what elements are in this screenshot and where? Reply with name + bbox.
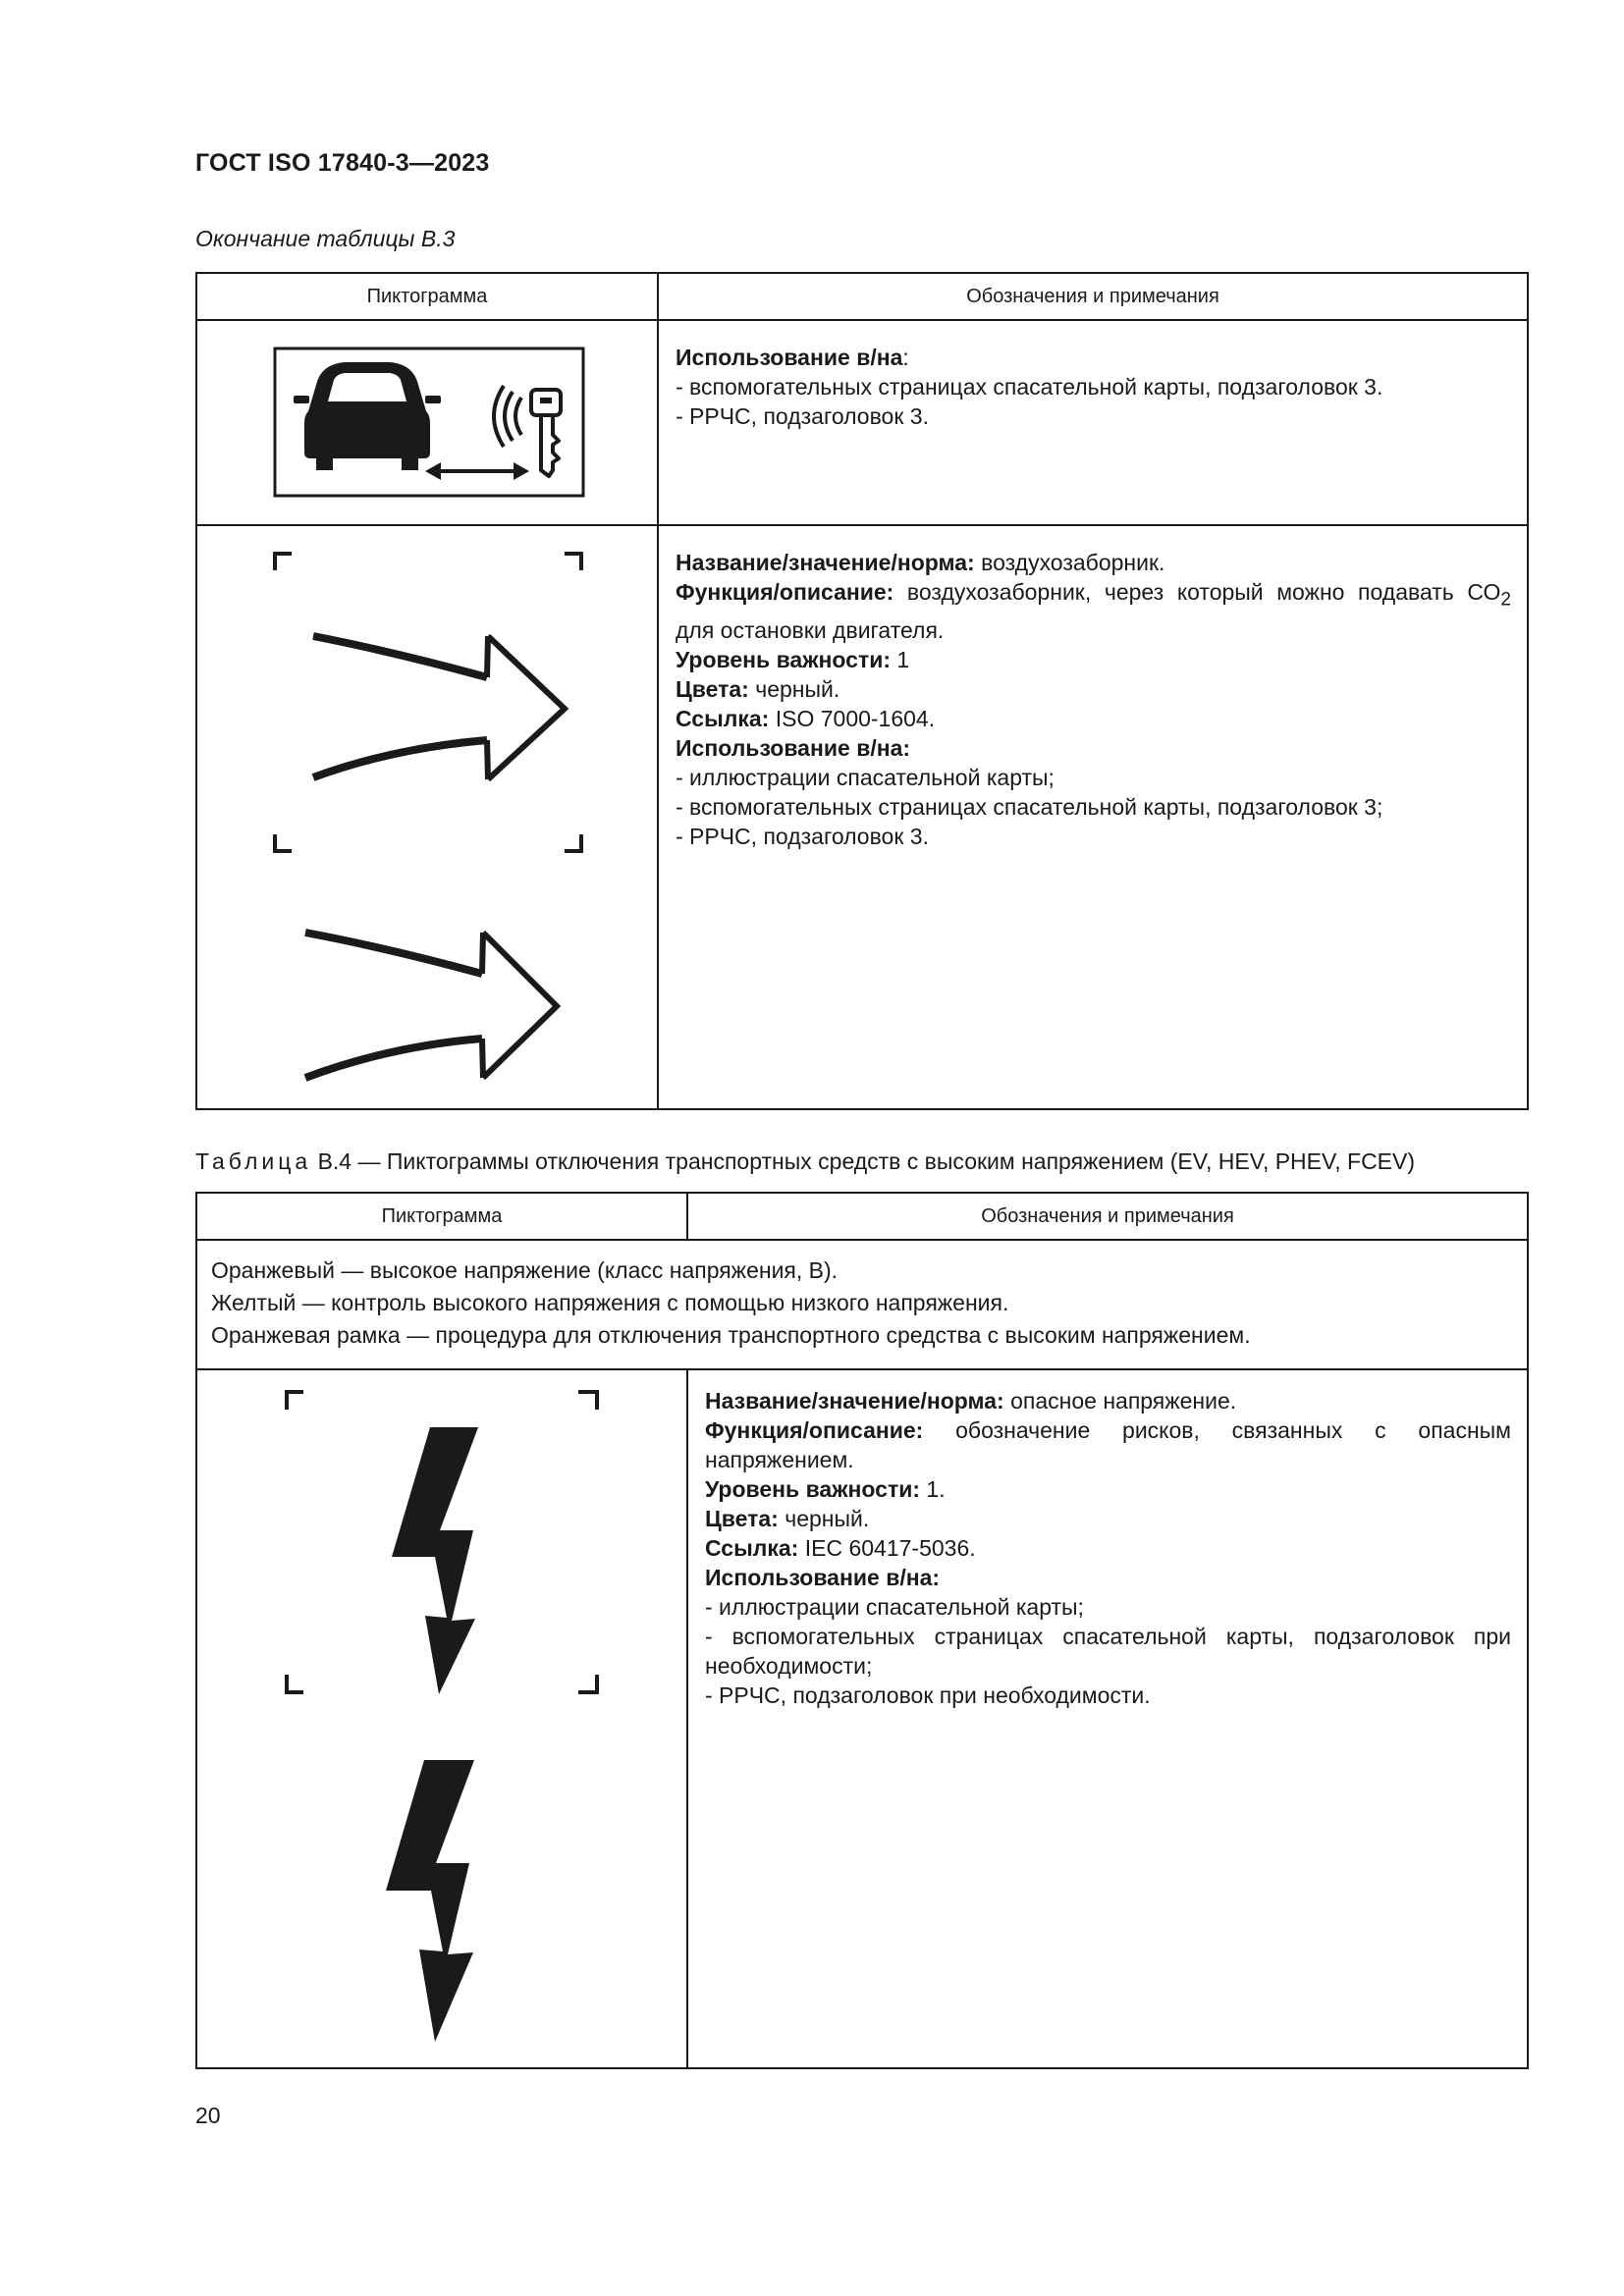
- list-item: - вспомогательных страницах спасательной карты, подзаголовок 3.: [676, 374, 1383, 400]
- pictogram-cell: [196, 320, 658, 525]
- function-value-part1: воздухозаборник, через который можно подавать СО: [893, 579, 1501, 605]
- name-label: Название/значение/норма:: [705, 1388, 1004, 1414]
- column-header-notes: Обозначения и примечания: [687, 1193, 1528, 1240]
- reference-value: ISO 7000-1604.: [769, 705, 936, 731]
- reference-label: Ссылка:: [705, 1535, 799, 1561]
- table-row: [196, 1369, 1528, 2068]
- function-subscript: 2: [1500, 589, 1511, 611]
- page-number: 20: [195, 2103, 221, 2128]
- high-voltage-icon: [197, 1370, 688, 2067]
- function-value-part2: для остановки двигателя.: [676, 616, 945, 643]
- table-row: [196, 525, 1528, 1109]
- legend-line: Оранжевая рамка — процедура для отключения транспортного средства с высоким напряжением.: [211, 1322, 1251, 1348]
- notes-cell: [687, 1369, 1528, 2068]
- table-b4-caption: [195, 1148, 1415, 1175]
- use-colon: :: [902, 345, 909, 370]
- color-value: черный.: [748, 675, 840, 702]
- table-b4: [195, 1192, 1529, 2069]
- table-b3: [195, 272, 1529, 1110]
- color-legend-cell: [196, 1240, 1528, 1369]
- pictogram-cell: [196, 1369, 687, 2068]
- color-label: Цвета:: [705, 1506, 779, 1531]
- list-item: - вспомогательных страницах спасательной карты, подзаголовок 3;: [676, 793, 1383, 820]
- name-label: Название/значение/норма:: [676, 550, 975, 575]
- list-item: - вспомогательных страницах спасательной карты, подзаголовок при необходимости;: [705, 1624, 1511, 1679]
- table-info-row: [196, 1240, 1528, 1369]
- list-item: - РРЧС, подзаголовок при необходимости.: [705, 1682, 1151, 1708]
- notes-cell: [658, 525, 1528, 1109]
- name-value: опасное напряжение.: [1003, 1388, 1237, 1414]
- level-label: Уровень важности:: [705, 1476, 921, 1502]
- table-row: [196, 320, 1528, 525]
- list-item: - РРЧС, подзаголовок 3.: [676, 403, 929, 429]
- table-header-row: [196, 273, 1528, 320]
- level-value: 1: [891, 646, 910, 672]
- use-label: Использование в/на:: [705, 1565, 941, 1590]
- function-value: обозначение рисков, связанных с опасным напряжением.: [705, 1417, 1511, 1472]
- function-label: Функция/описание:: [676, 579, 894, 605]
- name-value: воздухозаборник.: [974, 550, 1165, 575]
- legend-line: Желтый — контроль высокого напряжения с помощью низкого напряжения.: [211, 1290, 1009, 1315]
- color-value: черный.: [778, 1506, 870, 1531]
- use-label: Использование в/на: [676, 345, 903, 370]
- document-id: ГОСТ ISO 17840-3—2023: [195, 149, 490, 177]
- caption-table-word: Таблица: [195, 1148, 312, 1174]
- reference-value: IEC 60417-5036.: [798, 1535, 976, 1561]
- legend-line: Оранжевый — высокое напряжение (класс напряжения, В).: [211, 1257, 839, 1283]
- list-item: - РРЧС, подзаголовок 3.: [676, 823, 929, 849]
- column-header-pictogram: Пиктограмма: [196, 273, 658, 320]
- car-key-proximity-icon: [197, 321, 659, 524]
- level-value: 1.: [920, 1476, 946, 1502]
- list-item: - иллюстрации спасательной карты;: [676, 764, 1055, 790]
- table-header-row: [196, 1193, 1528, 1240]
- use-label: Использование в/на:: [676, 734, 911, 761]
- column-header-pictogram: Пиктограмма: [196, 1193, 687, 1240]
- reference-label: Ссылка:: [676, 705, 770, 731]
- list-item: - иллюстрации спасательной карты;: [705, 1594, 1084, 1620]
- table-b3-continuation-caption: Окончание таблицы В.3: [195, 226, 456, 251]
- column-header-notes: Обозначения и примечания: [658, 273, 1528, 320]
- function-label: Функция/описание:: [705, 1417, 924, 1443]
- notes-cell: [658, 320, 1528, 525]
- caption-text: В.4 — Пиктограммы отключения транспортных средств с высоким напряжением (EV, HEV, PHEV, FCEV): [311, 1148, 1416, 1174]
- air-intake-icon: [197, 526, 659, 1108]
- level-label: Уровень важности:: [676, 646, 892, 672]
- color-label: Цвета:: [676, 675, 749, 702]
- pictogram-cell: [196, 525, 658, 1109]
